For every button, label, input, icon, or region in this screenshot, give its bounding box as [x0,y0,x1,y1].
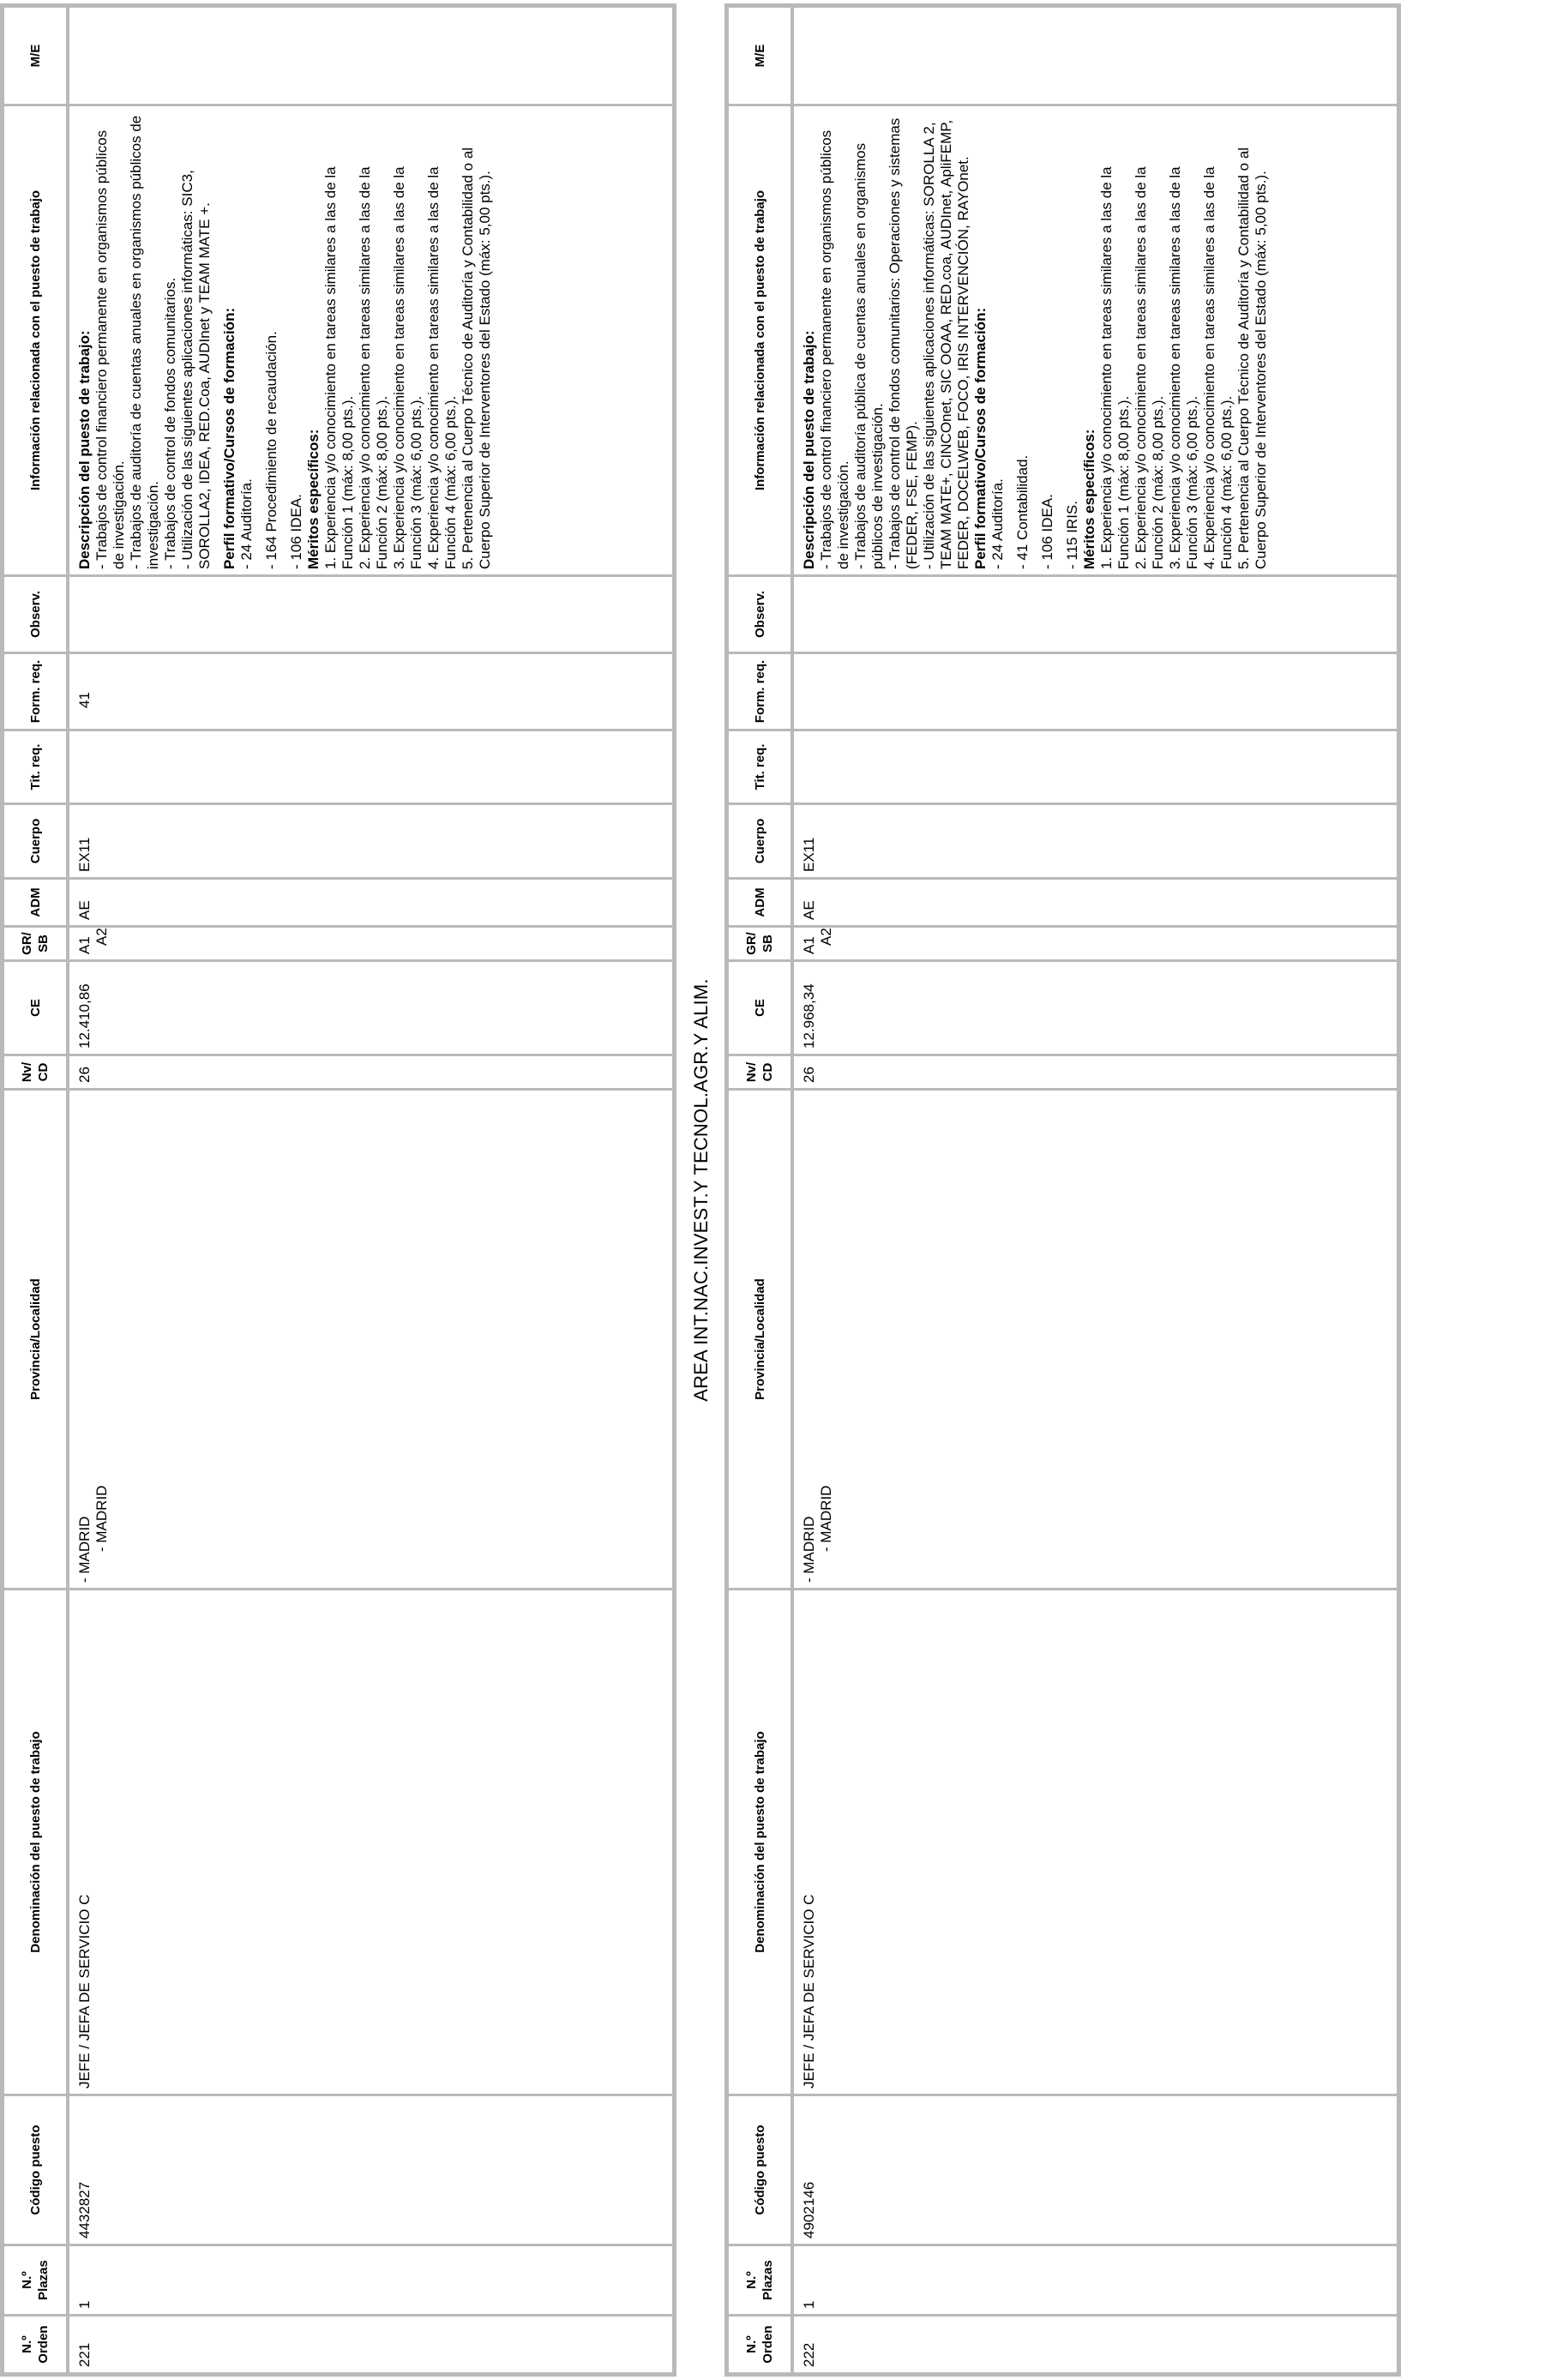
cell-tit [69,729,672,802]
header-cuerpo: Cuerpo [729,802,791,877]
table-row [794,8,1397,2372]
cell-ce: 12.968,34 [794,959,1397,1054]
header-gr: GR/ SB [4,925,66,959]
header-adm: ADM [729,877,791,925]
info-spacer [1007,111,1014,569]
cell-denominacion: JEFE / JEFA DE SERVICIO C [794,1588,1397,2094]
gr-line: A2 [818,928,834,946]
info-spacer [255,111,263,569]
header-me: M/E [27,44,43,68]
info-spacer [1031,111,1039,569]
cell-tit [794,729,1397,802]
info-line: 3. Experiencia y/o conocimiento en tareas similares a las de la Función 3 (máx: 6,00 pts.). [391,166,424,569]
gr-line: A2 [93,928,110,946]
header-gr: GR/ SB [729,925,791,959]
header-codigo: Código puesto [729,2094,791,2244]
header-plazas: N.º Plazas [4,2244,66,2314]
info-line: - Utilización de las siguientes aplicaciones informáticas: SOROLLA 2, TEAM MATE+, CINCOnet, SIC OOAA, RED.coa, AUDInet, ApliFEMP, FEDER, DOCELWEB, FOCO, IRIS INTERVENCIÓN, RAYOnet. [921,119,971,569]
header-info: Información relacionada con el puesto de trabajo [4,104,66,574]
info-line: - Utilización de las siguientes aplicaciones informáticas: SIC3, SOROLLA2, IDEA, RED.Coa, AUDInet y TEAM MATE +. [179,170,213,569]
info-line: - 24 Auditoría. [238,478,255,569]
provincia-line: - MADRID [93,1485,110,1552]
cell-ce: 12.410,86 [69,959,672,1054]
provincia-line: - MADRID [801,1516,817,1583]
header-denominacion: Denominación del puesto de trabajo [4,1588,66,2094]
info-line: - 106 IDEA. [1039,494,1055,569]
header-provincia: Provincia/Localidad [729,1088,791,1588]
table-header [4,8,69,2372]
table-row [69,8,672,2372]
cell-nv: 26 [794,1054,1397,1088]
cell-nv: 26 [69,1054,672,1088]
info-heading: Descripción del puesto de trabajo: [801,330,817,569]
cell-info [794,104,1397,574]
table-header [729,8,794,2372]
info-line: - 41 Contabilidad. [1014,454,1031,569]
header-denominacion: Denominación del puesto de trabajo [729,1588,791,2094]
cell-info [69,104,672,574]
cell-denominacion: JEFE / JEFA DE SERVICIO C [69,1588,672,2094]
info-line: 2. Experiencia y/o conocimiento en tareas similares a las de la Función 2 (máx: 8,00 pts.). [1133,166,1166,569]
info-line: 4. Experiencia y/o conocimiento en tareas similares a las de la Función 4 (máx: 6,00 pts.). [1201,166,1235,569]
provincia-line: - MADRID [818,1485,834,1552]
info-line: 4. Experiencia y/o conocimiento en tareas similares a las de la Función 4 (máx: 6,00 pts.). [425,166,459,569]
info-line: - Trabajos de control de fondos comunitarios. [162,277,178,569]
cell-plazas: 1 [69,2244,672,2314]
cell-adm: AE [69,877,672,925]
cell-orden: 222 [794,2314,1397,2372]
info-heading: Perfil formativo/Cursos de formación: [221,307,237,569]
provincia-line: - MADRID [76,1516,93,1583]
cell-obs [69,574,672,652]
header-form: Form. req. [4,652,66,729]
header-plazas: N.º Plazas [729,2244,791,2314]
header-ce: CE [729,959,791,1054]
cell-cuerpo: EX11 [794,802,1397,877]
cell-codigo: 4902146 [794,2094,1397,2244]
info-line: - Trabajos de control financiero permanente en organismos públicos de investigación. [93,129,127,569]
header-obs: Observ. [729,574,791,652]
info-line: 3. Experiencia y/o conocimiento en tareas similares a las de la Función 3 (máx: 6,00 pts.). [1167,166,1200,569]
cell-obs [794,574,1397,652]
info-line: - Trabajos de auditoría de cuentas anuales en organismos públicos de investigación. [128,115,161,569]
header-form: Form. req. [729,652,791,729]
info-spacer [213,111,221,569]
header-orden: N.º Orden [4,2314,66,2372]
gr-line: A1 [76,936,93,954]
info-spacer [1056,111,1064,569]
cell-adm: AE [794,877,1397,925]
info-spacer [280,111,288,569]
cell-gr [794,925,1397,959]
cell-provincia [794,1088,1397,1588]
cell-codigo: 4432827 [69,2094,672,2244]
header-provincia: Provincia/Localidad [4,1088,66,1588]
info-heading: Méritos específicos: [1081,429,1097,569]
header-info: Información relacionada con el puesto de trabajo [729,104,791,574]
info-line: 1. Experiencia y/o conocimiento en tareas similares a las de la Función 1 (máx: 8,00 pts.). [322,166,356,569]
gr-line: A1 [801,936,817,954]
cell-gr [69,925,672,959]
cell-me [794,8,1397,104]
header-nv: Nv/ CD [4,1054,66,1088]
job-table-2 [724,3,1401,2377]
header-codigo: Código puesto [4,2094,66,2244]
info-line: - Trabajos de control de fondos comunitarios: Operaciones y sistemas (FEDER, FSE, FEMP). [887,117,920,569]
area-title: AREA INT.NAC.INVEST.Y TECNOL.AGR.Y ALIM. [690,978,712,1402]
cell-plazas: 1 [794,2244,1397,2314]
cell-provincia [69,1088,672,1588]
info-heading: Perfil formativo/Cursos de formación: [972,307,989,569]
cell-form: 41 [69,652,672,729]
info-line: 2. Experiencia y/o conocimiento en tareas similares a las de la Función 2 (máx: 8,00 pts.). [357,166,390,569]
header-orden: N.º Orden [729,2314,791,2372]
cell-orden: 221 [69,2314,672,2372]
info-line: - Trabajos de control financiero permanente en organismos públicos de investigación. [818,129,851,569]
info-line: - 106 IDEA. [288,494,304,569]
info-line: 5. Pertenencia al Cuerpo Técnico de Auditoría y Contabilidad o al Cuerpo Superior de Interventores del Estado (máx: 5,00 pts.). [1235,147,1269,569]
header-obs: Observ. [4,574,66,652]
cell-form [794,652,1397,729]
header-adm: ADM [4,877,66,925]
cell-me [69,8,672,104]
info-line: - 164 Procedimiento de recaudación. [263,331,280,569]
header-tit: Tit. req. [4,729,66,802]
info-line: - Trabajos de auditoría pública de cuentas anuales en organismos públicos de investigación. [852,142,886,569]
job-table-1 [0,3,676,2377]
cell-cuerpo: EX11 [69,802,672,877]
info-line: - 24 Auditoría. [989,478,1006,569]
header-nv: Nv/ CD [729,1054,791,1088]
header-ce: CE [4,959,66,1054]
header-tit: Tit. req. [729,729,791,802]
info-heading: Méritos específicos: [305,429,322,569]
header-me: M/E [752,44,767,68]
info-heading: Descripción del puesto de trabajo: [76,330,93,569]
header-cuerpo: Cuerpo [4,802,66,877]
info-line: - 115 IRIS. [1064,501,1080,569]
info-line: 1. Experiencia y/o conocimiento en tareas similares a las de la Función 1 (máx: 8,00 pts.). [1098,166,1132,569]
info-line: 5. Pertenencia al Cuerpo Técnico de Auditoría y Contabilidad o al Cuerpo Superior de Interventores del Estado (máx: 5,00 pts.). [460,147,493,569]
